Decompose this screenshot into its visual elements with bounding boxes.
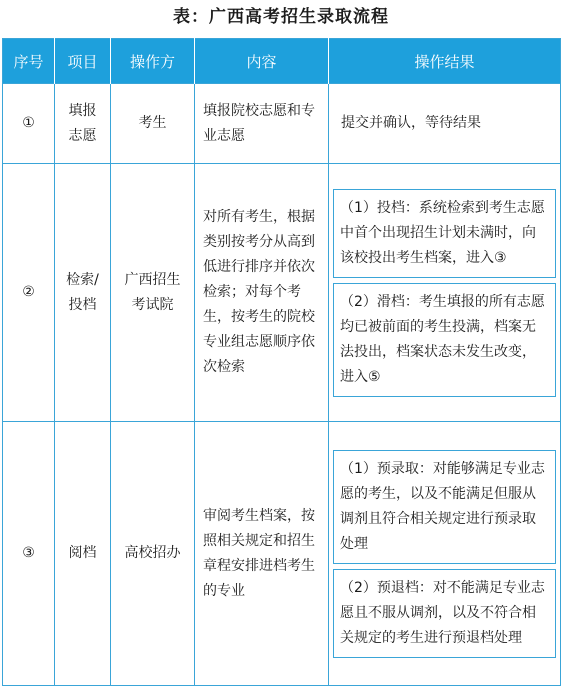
row-results — [329, 422, 561, 686]
table-row — [3, 84, 561, 164]
row-content: 填报院校志愿和专业志愿 — [195, 84, 329, 164]
header-item: 项目 — [55, 39, 111, 84]
row-operator: 高校招办 — [111, 422, 195, 686]
header-content: 内容 — [195, 39, 329, 84]
table-row — [3, 422, 561, 686]
row-results — [329, 164, 561, 422]
result-box: （2）预退档：对不能满足专业志愿且不服从调剂，以及不符合相关规定的考生进行预退档处理 — [333, 569, 556, 658]
row-item: 阅档 — [55, 422, 111, 686]
result-box: （2）滑档：考生填报的所有志愿均已被前面的考生投满，档案无法投出，档案状态未发生改变，进入⑤ — [333, 283, 556, 397]
table-row — [3, 164, 561, 422]
header-operator: 操作方 — [111, 39, 195, 84]
result-box: （1）投档：系统检索到考生志愿中首个出现招生计划未满时，向该校投出考生档案，进入③ — [333, 189, 556, 278]
row-result: 提交并确认，等待结果 — [329, 84, 561, 164]
header-num: 序号 — [3, 39, 55, 84]
admission-process-table — [2, 38, 561, 686]
table-title: 表：广西高考招生录取流程 — [173, 7, 389, 27]
result-box: （1）预录取：对能够满足专业志愿的考生，以及不能满足但服从调剂且符合相关规定进行预录取处理 — [333, 450, 556, 564]
header-result: 操作结果 — [329, 39, 561, 84]
row-item: 检索/投档 — [55, 164, 111, 422]
row-num: ① — [3, 84, 55, 164]
row-item: 填报志愿 — [55, 84, 111, 164]
row-num: ③ — [3, 422, 55, 686]
row-content: 审阅考生档案，按照相关规定和招生章程安排进档考生的专业 — [195, 422, 329, 686]
row-operator: 考生 — [111, 84, 195, 164]
row-num: ② — [3, 164, 55, 422]
row-content: 对所有考生，根据类别按考分从高到低进行排序并依次检索；对每个考生，按考生的院校专业组志愿顺序依次检索 — [195, 164, 329, 422]
header-row — [3, 39, 561, 84]
row-operator: 广西招生考试院 — [111, 164, 195, 422]
